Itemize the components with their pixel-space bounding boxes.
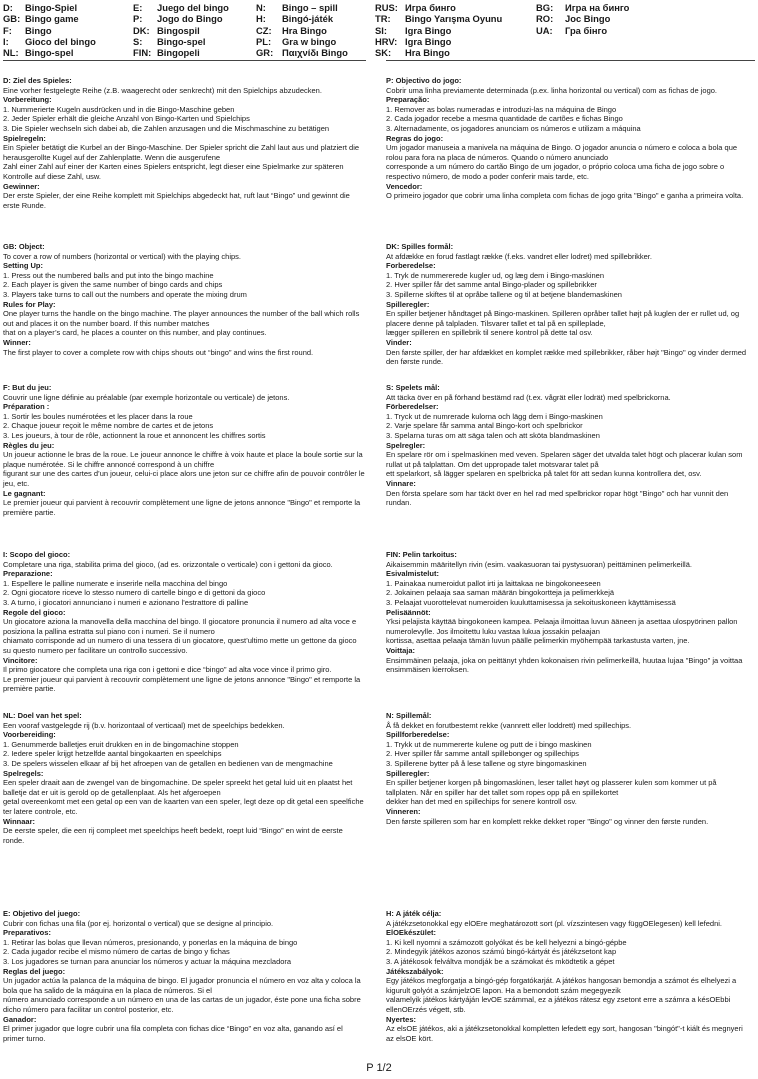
game-name: Игра бинго	[405, 2, 456, 13]
language-entry	[256, 25, 348, 36]
language-code: RUS:	[375, 2, 398, 13]
section-text: Completare una riga, stabilita prima del gioco, (ad es. orizzontale o verticale) con i gettoni da gioco.	[3, 559, 333, 569]
language-code: H:	[256, 13, 266, 25]
section-text: 1. Remover as bolas numeradas e introduzi-las na máquina de Bingo	[386, 104, 617, 114]
language-entry	[375, 25, 502, 36]
section-text: At afdække en forud fastlagt række (f.eks. vandret eller lodret) med spillebrikker.	[386, 251, 652, 261]
section-english	[3, 242, 365, 357]
language-entry	[375, 2, 502, 13]
section-text: Ein Spieler betätigt die Kurbel an der Bingo-Maschine. Der Spieler spricht die Zahl laut aus und platziert die herausgerollte Kugel auf der Zahlenplatte. Wenn die ausgerufene	[3, 143, 360, 162]
section-text: lægger spilleren en spillebrik til senere kontrol på dette tal osv.	[386, 328, 593, 338]
language-code: F:	[3, 24, 12, 36]
section-danish	[386, 242, 748, 367]
section-text: chiamato corrisponde ad un numero di una tessera di un giocatore, quest’ultimo mette un gettone da gioco su questo numero per facilitare un controllo successivo.	[3, 636, 357, 655]
section-heading: DK: Spilles formål:	[386, 242, 454, 251]
section-heading: Préparation :	[3, 402, 50, 412]
section-heading: Rules for Play:	[3, 299, 56, 309]
section-text: 1. Retirar las bolas que llevan números, presionando, y ponerlas en la máquina de bingo	[3, 937, 298, 947]
section-text: 3. De spelers wisselen elkaar af bij het afroepen van de getallen en bedienen van de mengmachine	[3, 758, 333, 768]
language-code: GR:	[256, 47, 274, 59]
section-text: Le premier joueur qui parvient à recouvrir complètement une ligne de jetons annonce "Bingo" et remporte la première partie.	[3, 498, 361, 517]
section-text: 2. Hver spiller får samme antall spillebonger og spillechips	[386, 749, 580, 759]
section-heading: Preparativos:	[3, 928, 51, 938]
language-code: I:	[3, 35, 9, 47]
page-number: P 1/2	[366, 1062, 392, 1074]
section-text: Yksi pelajista käyttää bingokoneen kampea. Pelaaja ilmoittaa luvun ääneen ja asettaa ulospyörinen pallon numerolevylle. Jos ilmoitettu luku vastaa lukua jossakin pelaajan	[386, 617, 738, 636]
section-text: Een speler draait aan de zwengel van de bingomachine. De speler spreekt het getal luid uit en plaatst het balletje dat er uit is gerold op de getallenplaat. Als het afgeroepen	[3, 778, 353, 797]
header-divider-left	[3, 60, 366, 61]
game-name: Игра на бинго	[565, 2, 630, 13]
section-heading: Vencedor:	[386, 181, 423, 191]
section-text: 3. Los jugadores se turnan para anunciar los números y actuar la máquina mezcladora	[3, 956, 292, 966]
language-code: UA:	[536, 24, 553, 36]
language-entry	[536, 13, 629, 24]
language-entry	[536, 25, 629, 36]
section-heading: Regras do jogo:	[386, 133, 444, 143]
section-text: 1. Genummerde balletjes eruit drukken en in de bingomachine stoppen	[3, 739, 239, 749]
section-text: Aikaisemmin määritellyn rivin (esim. vaakasuoran tai pystysuoran) peittäminen pelimerkeillä.	[386, 559, 692, 569]
language-code: SI:	[375, 24, 387, 36]
section-text: 2. Chaque joueur reçoit le même nombre de cartes et de jetons	[3, 421, 214, 431]
language-entry	[375, 36, 502, 47]
section-heading: Winnaar:	[3, 816, 36, 826]
language-entry	[256, 2, 348, 13]
section-text: figurant sur une des cartes d’un joueur, celui-ci place alors une jeton sur ce chiffre afin de pouvoir contrôler le jeu, etc.	[3, 469, 365, 488]
section-heading: S: Spelets mål:	[386, 383, 440, 392]
language-entry	[3, 47, 96, 58]
language-code: P:	[133, 13, 143, 25]
section-text: Een vooraf vastgelegde rij (b.v. horizontaal of verticaal) met de speelchips bedekken.	[3, 720, 285, 730]
section-heading: Forberedelse:	[386, 261, 436, 271]
section-text: Den första spelare som har täckt över en hel rad med spelbrickor ropar högt "Bingo" och har vunnit den rundan.	[386, 488, 729, 508]
section-text: 2. Hver spiller får det samme antal Bingo-plader og spillebrikker	[386, 280, 597, 290]
language-entry	[3, 2, 96, 13]
section-heading: Ganador:	[3, 1014, 37, 1024]
section-text: Eine vorher festgelegte Reihe (z.B. waagerecht oder senkrecht) mit den Spielchips abzudecken.	[3, 85, 322, 95]
section-text: 3. Spillerene bytter på å lese tallene og styre bingomaskinen	[386, 758, 587, 768]
section-text: Le premier joueur qui parvient à recouvrir complètement une ligne de jetons annonce "Bingo" et remporte la première partie.	[3, 674, 361, 694]
section-text: dekker han det med en spillechips for senere kontroll osv.	[386, 797, 577, 807]
section-text: that on a player’s card, he places a counter on this number, and play continues.	[3, 328, 267, 338]
section-text: Den første spilleren som har en komplett rekke dekket roper "Bingo" og vinner den første runden.	[386, 816, 709, 826]
language-code: RO:	[536, 13, 554, 25]
language-code: HRV:	[375, 35, 398, 47]
game-name: Bingo-spel	[25, 47, 74, 59]
section-text: 3. Pelaajat vuorottelevat numeroiden kuuluttamisessa ja sekoituskoneen käyttämisessä	[386, 597, 676, 607]
language-entry	[256, 13, 348, 24]
section-text: valamelyik játékos kártyáján levOE számmal, ez a játékos rátesz egy zsetont erre a számra a késOEbbi ellenOErzés végett, stb.	[386, 995, 731, 1014]
section-heading: Regole del gioco:	[3, 607, 66, 617]
section-text: En spiller betjener håndtaget på Bingo-maskinen. Spilleren opråber tallet højt på kuglen der er rullet ud, og placere denne på talpladen. Tilsvarer tallet et tal på en spilleplade,	[386, 309, 740, 328]
section-heading: Vinneren:	[386, 806, 421, 816]
section-text: 1. Sortir les boules numérotées et les placer dans la roue	[3, 411, 193, 421]
section-text: 1. Trykk ut de nummererte kulene og putt de i bingo maskinen	[386, 739, 592, 749]
section-heading: FIN: Pelin tarkoitus:	[386, 550, 457, 559]
section-heading: Förberedelser:	[386, 402, 439, 412]
section-heading: NL: Doel van het spel:	[3, 711, 82, 720]
section-finnish	[386, 550, 748, 675]
section-german	[3, 76, 365, 210]
section-text: número anunciado corresponde a un número en una de las cartas de un jugador, éste pone una ficha sobre dicho número para facilitar un control posterior, etc.	[3, 995, 361, 1014]
language-column-3	[256, 2, 348, 58]
game-name: Bingo game	[25, 13, 79, 25]
section-text: 1. Tryk de nummererede kugler ud, og læg dem i Bingo-maskinen	[386, 270, 605, 280]
section-text: 2. Each player is given the same number of bingo cards and chips	[3, 280, 223, 290]
section-text: Couvrir une ligne définie au préalable (par exemple horizontale ou verticale) de jetons.	[3, 392, 290, 402]
section-text: 2. Jeder Spieler erhält die gleiche Anzahl von Bingo-Karten und Spielchips	[3, 114, 250, 124]
language-code: PL:	[256, 35, 272, 47]
section-swedish	[386, 383, 748, 508]
section-text: Egy játékos megforgatja a bingó-gép forgatókarját. A játékos hangosan bemondja a számot és elhelyezi a kigurult golyót a számjelzOE lapon. Ha a bemondott szám megegyezik	[386, 976, 737, 995]
language-code: DK:	[133, 24, 150, 36]
language-entry	[375, 47, 502, 58]
section-text: kortissa, asettaa pelaaja tämän luvun päälle pelimerkin myöhempää tarkastusta varten, jne.	[386, 636, 690, 646]
section-text: Um jogador manuseia a manivela na máquina de Bingo. O jogador anuncia o número e coloca a bola que rolou para fora na placa de números. Quando o número anunciado	[386, 143, 738, 162]
section-heading: Spelregels:	[3, 768, 44, 778]
language-entry	[133, 2, 229, 13]
section-heading: Setting Up:	[3, 261, 43, 271]
section-text: Zahl einer Zahl auf einer der Karten eines Spielers entspricht, legt dieser eine Spielmarke zur späteren Kontrolle auf diese Zahl, usw.	[3, 162, 344, 181]
section-heading: Pelisäännöt:	[386, 607, 431, 617]
section-french	[3, 383, 365, 517]
section-hungarian	[386, 909, 748, 1043]
section-heading: Spielregeln:	[3, 133, 46, 143]
section-text: 3. Les joueurs, à tour de rôle, actionnent la roue et annoncent les chiffres sortis	[3, 430, 266, 440]
section-heading: Vorbereitung:	[3, 95, 52, 105]
language-code: GB:	[3, 13, 21, 25]
section-text: 3. Alternadamente, os jogadores anunciam os números e utilizam a máquina	[386, 123, 641, 133]
language-entry	[375, 13, 502, 24]
section-text: Att täcka över en på förhand bestämd rad (t.ex. vågrät eller lodrät) med spelbrickorna.	[386, 392, 671, 402]
section-text: 3. A játékosok felváltva mondják be a számokat és mködtetik a gépet	[386, 956, 615, 966]
section-text: 1. Press out the numbered balls and put into the bingo machine	[3, 270, 214, 280]
section-heading: Le gagnant:	[3, 488, 46, 498]
section-heading: Vincitore:	[3, 655, 38, 665]
section-text: Ensimmäinen pelaaja, joka on peittänyt yhden kokonaisen rivin pelimerkeillä, huutaa lujaa "Bingo" ja voittaa ensimmäisen kierroksen.	[386, 655, 743, 675]
game-name: Igra Bingo	[405, 35, 452, 47]
section-text: Az elsOE játékos, aki a játékzsetonokkal kompletten lefedett egy sort, hangosan "bingót"-t kiált és megnyeri az elsOE kört.	[386, 1024, 743, 1043]
section-heading: Nyertes:	[386, 1014, 417, 1024]
section-text: A játékzsetonokkal egy elOEre meghatározott sort (pl. vízszintesen vagy függOElegesen) kell lefedni.	[386, 918, 723, 928]
language-entry	[133, 47, 229, 58]
game-name: Bingospil	[157, 24, 200, 36]
section-text: 2. Varje spelare får samma antal Bingo-kort och spelbrickor	[386, 421, 583, 431]
game-name: Bingo – spill	[282, 2, 338, 13]
section-heading: Winner:	[3, 337, 31, 347]
section-text: 2. Ogni giocatore riceve lo stesso numero di cartelle bingo e di gettoni da gioco	[3, 588, 266, 598]
section-text: 2. Mindegyik játékos azonos számú bingó-kártyát és játékzsetont kap	[386, 947, 617, 957]
language-entry	[256, 47, 348, 58]
section-heading: F: But du jeu:	[3, 383, 52, 392]
language-code: TR:	[375, 13, 391, 25]
section-heading: Preparação:	[386, 95, 430, 105]
section-text: 1. Espellere le palline numerate e inserirle nella macchina del bingo	[3, 578, 228, 588]
section-heading: P: Objectivo do jogo:	[386, 76, 462, 85]
section-text: 1. Nummerierte Kugeln ausdrücken und in die Bingo-Maschine geben	[3, 104, 235, 114]
language-code: CZ:	[256, 24, 272, 36]
section-text: 3. Die Spieler wechseln sich dabei ab, die Zahlen anzusagen und die Mischmaschine zu betätigen	[3, 123, 330, 133]
section-heading: Vinnare:	[386, 478, 416, 488]
section-text: Cobrir uma linha previamente determinada (p.ex. linha horizontal ou vertical) com as fichas de jogo.	[386, 85, 717, 95]
section-text: De eerste speler, die een rij compleet met speelchips heeft bedekt, roept luid “Bingo” en wint de eerste ronde.	[3, 826, 343, 845]
section-text: ett spelarkort, så lägger spelaren en spelbricka på talet för att sedan kunna kontrollera det, osv.	[386, 469, 702, 479]
language-entry	[3, 25, 96, 36]
section-text: 2. Iedere speler krijgt hetzelfde aantal bingokaarten en speelchips	[3, 749, 222, 759]
section-text: getal overeenkomt met een getal op een van de kaarten van een speler, legt deze op dit getal een speelfiche ter latere controle, etc.	[3, 797, 364, 816]
section-italian	[3, 550, 365, 694]
game-name: Hra Bingo	[282, 24, 327, 36]
section-heading: Règles du jeu:	[3, 440, 55, 450]
section-dutch	[3, 711, 365, 845]
language-code: D:	[3, 2, 13, 13]
section-heading: I: Scopo del gioco:	[3, 550, 71, 559]
section-heading: Spelregler:	[386, 440, 426, 450]
game-name: Bingopeli	[157, 47, 200, 59]
section-text: The first player to cover a complete row with chips shouts out “bingo” and wins the first round.	[3, 347, 314, 357]
section-text: Un joueur actionne le bras de la roue. Le joueur annonce le chiffre à voix haute et place la boule sortie sur la plaque numérotée. Si le chiffre annoncé correspond à un chiffre	[3, 450, 363, 469]
game-name: Bingo	[25, 24, 52, 36]
section-norwegian	[386, 711, 748, 826]
section-text: corresponde a um número do cartão Bingo de um jogador, o próprio coloca uma ficha de jogo sobre o respectivo número, de modo a poder conferir mais tarde, etc.	[386, 162, 725, 181]
section-heading: Esivalmistelut:	[386, 569, 439, 579]
section-heading: H: A játék célja:	[386, 909, 442, 918]
language-entry	[256, 36, 348, 47]
language-code: SK:	[375, 47, 392, 59]
section-heading: Spilleregler:	[386, 768, 430, 778]
section-text: Il primo giocatore che completa una riga con i gettoni e dice “bingo” ad alta voce vince il primo giro.	[3, 665, 332, 675]
game-name: Παιχνίδι Bingo	[282, 47, 348, 59]
game-name: Bingó-játék	[282, 13, 334, 25]
section-heading: Gewinner:	[3, 181, 40, 191]
section-text: 3. Spelarna turas om att säga talen och att sköta blandmaskinen	[386, 430, 600, 440]
language-entry	[133, 36, 229, 47]
language-column-5	[536, 2, 629, 36]
section-text: 2. Cada jugador recibe el mismo número de cartas de bingo y fichas	[3, 947, 230, 957]
section-text: 3. Spillerne skiftes til at opråbe tallene og til at betjene blandemaskinen	[386, 289, 622, 299]
language-code: BG:	[536, 2, 554, 13]
section-text: 3. Players take turns to call out the numbers and operate the mixing drum	[3, 289, 247, 299]
section-heading: Reglas del juego:	[3, 966, 66, 976]
section-text: O primeiro jogador que cobrir uma linha completa com fichas de jogo grita "Bingo" e ganha a primeira volta.	[386, 191, 744, 201]
language-entry	[133, 25, 229, 36]
language-column-4	[375, 2, 502, 58]
game-name: Juego del bingo	[157, 2, 229, 13]
section-heading: Spillforberedelse:	[386, 730, 450, 740]
section-text: One player turns the handle on the bingo machine. The player announces the number of the ball which rolls out and places it on the number board. If this number matches	[3, 309, 360, 328]
section-text: El primer jugador que logre cubrir una fila completa con fichas dice “Bingo” en voz alta, ganando así el primer turno.	[3, 1024, 343, 1043]
language-column-1	[3, 2, 96, 58]
game-name: Hra Bingo	[405, 47, 450, 59]
section-heading: D: Ziel des Spieles:	[3, 76, 72, 85]
section-text: 1. Ki kell nyomni a számozott golyókat és be kell helyezni a bingó-gépbe	[386, 937, 627, 947]
language-code: FIN:	[133, 47, 152, 59]
language-entry	[133, 13, 229, 24]
section-portuguese	[386, 76, 748, 201]
section-text: 1. Painakaa numeroidut pallot irti ja laittakaa ne bingokoneeseen	[386, 578, 601, 588]
section-heading: GB: Object:	[3, 242, 45, 251]
section-text: Cubrir con fichas una fila (por ej. horizontal o vertical) que se designe al principio.	[3, 918, 274, 928]
section-text: En spiller betjener korgen på bingomaskinen, leser tallet høyt og plasserer kulen som kommer ut på tallplaten. Når en spiller har det tallet som ropes opp på en spillekortet	[386, 778, 717, 797]
section-text: 3. A turno, i giocatori annunciano i numeri e azionano l’estrattore di palline	[3, 597, 249, 607]
language-code: S:	[133, 35, 143, 47]
language-entry	[536, 2, 629, 13]
section-heading: Vinder:	[386, 337, 412, 347]
language-column-2	[133, 2, 229, 58]
section-text: 2. Cada jogador recebe a mesma quantidade de cartões e fichas Bingo	[386, 114, 623, 124]
section-heading: Voittaja:	[386, 645, 416, 655]
game-name: Гра бінго	[565, 24, 608, 36]
header-divider-right	[386, 60, 755, 61]
section-heading: Voorbereiding:	[3, 730, 56, 740]
section-text: En spelare rör om i spelmaskinen med veven. Spelaren säger det utvalda talet högt och placerar kulan som rullat ut på talplattan. Om det uppropade talet motsvarar talet på	[386, 450, 743, 469]
section-text: 2. Jokainen pelaaja saa saman määrän bingokortteja ja pelimerkkejä	[386, 588, 615, 598]
game-name: Gra w bingo	[282, 35, 337, 47]
section-heading: E: Objetivo del juego:	[3, 909, 81, 918]
language-code: E:	[133, 2, 143, 13]
game-name: Joc Bingo	[565, 13, 611, 25]
section-text: Å få dekket en forutbestemt rekke (vannrett eller loddrett) med spillechips.	[386, 720, 632, 730]
section-text: Un giocatore aziona la manovella della macchina del bingo. Il giocatore pronuncia il numero ad alta voce e posiziona la pallina estratta sul piano con i numeri. Se il numero	[3, 617, 357, 636]
language-code: N:	[256, 2, 266, 13]
game-name: Bingo Yarışma Oyunu	[405, 13, 503, 25]
section-text: Den første spiller, der har afdækket en komplet række med spillebrikker, råber højt "Bingo" og vinder dermed den første runde.	[386, 347, 747, 367]
section-text: 1. Tryck ut de numrerade kulorna och lägg dem i Bingo-maskinen	[386, 411, 603, 421]
game-name: Bingo-spel	[157, 35, 206, 47]
section-text: Un jugador actúa la palanca de la máquina de bingo. El jugador pronuncia el número en voz alta y coloca la bola que ha salido de la máquina en la placa de números. Si el	[3, 976, 361, 995]
game-name: Gioco del bingo	[25, 35, 96, 47]
language-code: NL:	[3, 47, 19, 59]
section-text: Der erste Spieler, der eine Reihe komplett mit Spielchips abgedeckt hat, ruft laut “Bingo” und gewinnt die erste Runde.	[3, 191, 350, 210]
language-entry	[3, 36, 96, 47]
section-heading: N: Spillemål:	[386, 711, 432, 720]
game-name: Bingo-Spiel	[25, 2, 78, 13]
language-entry	[3, 13, 96, 24]
section-heading: Spilleregler:	[386, 299, 430, 309]
section-text: To cover a row of numbers (horizontal or vertical) with the playing chips.	[3, 251, 242, 261]
game-name: Jogo do Bingo	[157, 13, 223, 25]
section-heading: Játékszabályok:	[386, 966, 444, 976]
section-heading: ElOEkészület:	[386, 928, 437, 938]
section-spanish	[3, 909, 365, 1043]
game-name: Igra Bingo	[405, 24, 452, 36]
section-heading: Preparazione:	[3, 569, 53, 579]
